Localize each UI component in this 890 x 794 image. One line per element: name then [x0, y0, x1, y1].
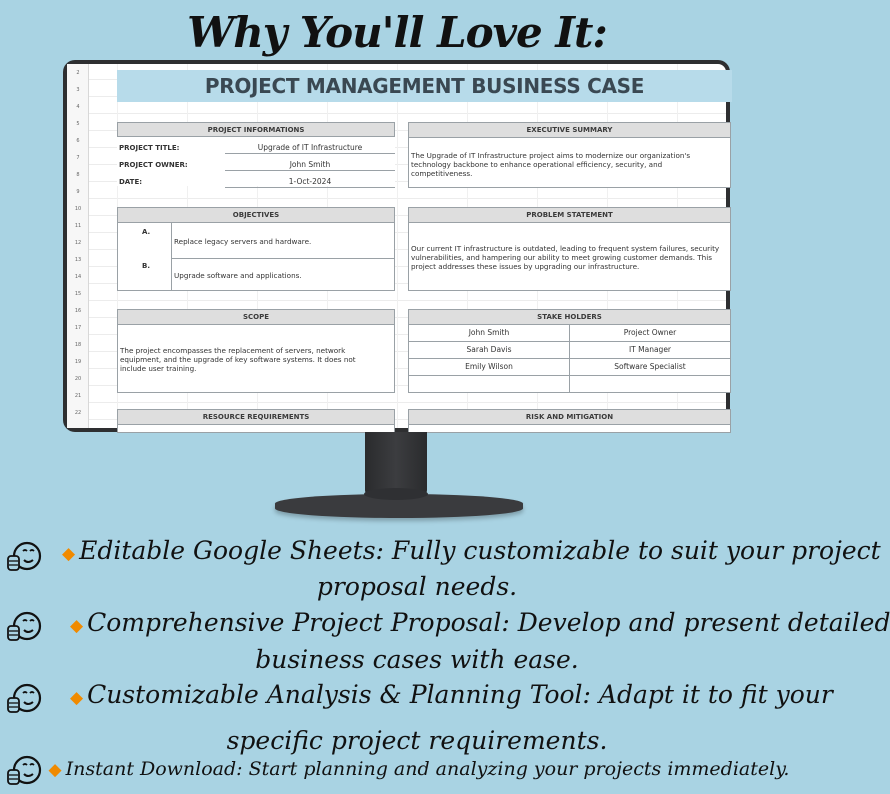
- resource-requirements-header: RESOURCE REQUIREMENTS: [118, 410, 394, 425]
- objective-a-letter: A.: [142, 228, 151, 236]
- date-label: DATE:: [119, 178, 143, 186]
- executive-summary-header: EXECUTIVE SUMMARY: [409, 123, 730, 138]
- feature-line: [62, 536, 881, 565]
- row-number[interactable]: 22: [74, 410, 82, 416]
- row-number[interactable]: 8: [76, 172, 80, 178]
- project-title-label: PROJECT TITLE:: [119, 144, 180, 152]
- executive-summary-text[interactable]: The Upgrade of IT Infrastructure project aims to modernize our organization's technology backbone to enhance operational efficiency, security, and competitiveness.: [411, 151, 691, 178]
- row-number[interactable]: 16: [74, 308, 82, 314]
- row-number[interactable]: 14: [74, 274, 82, 280]
- row-number[interactable]: 11: [74, 223, 82, 229]
- resource-requirements-box: [117, 409, 395, 433]
- row-number[interactable]: 13: [74, 257, 82, 263]
- feature-line: [46, 758, 792, 780]
- row-number[interactable]: 2: [76, 70, 80, 76]
- project-owner-label: PROJECT OWNER:: [119, 161, 188, 169]
- divider: [225, 153, 395, 154]
- row-number[interactable]: 17: [74, 325, 82, 331]
- objective-b-letter: B.: [142, 262, 150, 270]
- orange-diamond-icon: ◆: [70, 616, 84, 636]
- stakeholder-role[interactable]: Software Specialist: [614, 362, 686, 371]
- stakeholder-name[interactable]: Sarah Davis: [466, 345, 512, 354]
- divider: [171, 258, 394, 259]
- scope-header: SCOPE: [118, 310, 394, 325]
- feature-text: Customizable Analysis & Planning Tool: Adapt it to fit your: [87, 680, 833, 709]
- feature-line: [70, 608, 890, 637]
- project-info-header: PROJECT INFORMATIONS: [117, 122, 395, 137]
- sheet-title: PROJECT MANAGEMENT BUSINESS CASE: [117, 70, 732, 102]
- feature-text-continued: proposal needs.: [316, 572, 518, 601]
- grid-line: [89, 113, 726, 114]
- row-number[interactable]: 4: [76, 104, 80, 110]
- feature-text: Instant Download: Start planning and analyzing your projects immediately.: [65, 758, 790, 780]
- row-number[interactable]: 21: [74, 393, 82, 399]
- stakeholders-header: STAKE HOLDERS: [409, 310, 730, 325]
- stakeholder-role[interactable]: Project Owner: [623, 328, 677, 337]
- spreadsheet-screen: [67, 64, 726, 428]
- thumbs-up-smiley-icon: [6, 538, 42, 574]
- divider: [225, 170, 395, 171]
- row-number[interactable]: 18: [74, 342, 82, 348]
- thumbs-up-smiley-icon: [6, 608, 42, 644]
- grid-line: [397, 64, 398, 428]
- scope-box: [117, 309, 395, 393]
- row-number[interactable]: 5: [76, 121, 80, 127]
- problem-statement-text[interactable]: Our current IT infrastructure is outdated, leading to frequent system failures, security vulnerabilities, and hampering our ability to meet growing customer demands. This project addresses these issues by upgrading our infrastructure.: [411, 244, 720, 271]
- row-number[interactable]: 15: [74, 291, 82, 297]
- row-number[interactable]: 7: [76, 155, 80, 161]
- row-number[interactable]: 6: [76, 138, 80, 144]
- executive-summary-box: [408, 122, 731, 188]
- date-value[interactable]: 1-Oct-2024: [288, 177, 332, 186]
- project-owner-value[interactable]: John Smith: [289, 160, 331, 169]
- row-number-gutter: [67, 64, 89, 428]
- stakeholder-name[interactable]: John Smith: [468, 328, 510, 337]
- feature-text-continued: specific project requirements.: [226, 726, 608, 755]
- orange-diamond-icon: ◆: [48, 760, 62, 780]
- row-number[interactable]: 19: [74, 359, 82, 365]
- feature-text: Editable Google Sheets: Fully customizable to suit your project: [79, 536, 881, 565]
- row-number[interactable]: 12: [74, 240, 82, 246]
- headline: Why You'll Love It:: [187, 8, 607, 57]
- row-number[interactable]: 20: [74, 376, 82, 382]
- divider: [225, 187, 395, 188]
- project-info-box: [117, 122, 395, 186]
- row-number[interactable]: 9: [76, 189, 80, 195]
- objective-a-text[interactable]: Replace legacy servers and hardware.: [174, 237, 312, 246]
- monitor: [63, 60, 730, 432]
- project-title-value[interactable]: Upgrade of IT Infrastructure: [257, 143, 363, 152]
- monitor-stand-joint: [364, 488, 428, 500]
- stakeholders-box: [408, 309, 731, 393]
- stakeholder-name[interactable]: Emily Wilson: [465, 362, 513, 371]
- feature-text: Comprehensive Project Proposal: Develop and present detailed: [87, 608, 890, 637]
- objective-b-text[interactable]: Upgrade software and applications.: [174, 271, 302, 280]
- objectives-box: [117, 207, 395, 291]
- divider: [409, 375, 730, 376]
- orange-diamond-icon: ◆: [62, 544, 76, 564]
- problem-statement-header: PROBLEM STATEMENT: [409, 208, 730, 223]
- risk-mitigation-header: RISK AND MITIGATION: [409, 410, 730, 425]
- grid-line: [89, 198, 726, 199]
- problem-statement-box: [408, 207, 731, 291]
- risk-mitigation-box: [408, 409, 731, 433]
- objectives-header: OBJECTIVES: [118, 208, 394, 223]
- monitor-stand-neck: [365, 432, 427, 496]
- thumbs-up-smiley-icon: [6, 752, 42, 788]
- grid-line: [89, 402, 726, 403]
- grid-line: [89, 300, 726, 301]
- scope-text[interactable]: The project encompasses the replacement of servers, network equipment, and the upgrade of key software systems. It does not include user training.: [120, 346, 356, 373]
- feature-line: [70, 680, 833, 709]
- divider: [171, 223, 172, 291]
- feature-text-continued: business cases with ease.: [255, 645, 579, 674]
- orange-diamond-icon: ◆: [70, 688, 84, 708]
- thumbs-up-smiley-icon: [6, 680, 42, 716]
- stakeholder-role[interactable]: IT Manager: [628, 345, 672, 354]
- row-number[interactable]: 3: [76, 87, 80, 93]
- row-number[interactable]: 10: [74, 206, 82, 212]
